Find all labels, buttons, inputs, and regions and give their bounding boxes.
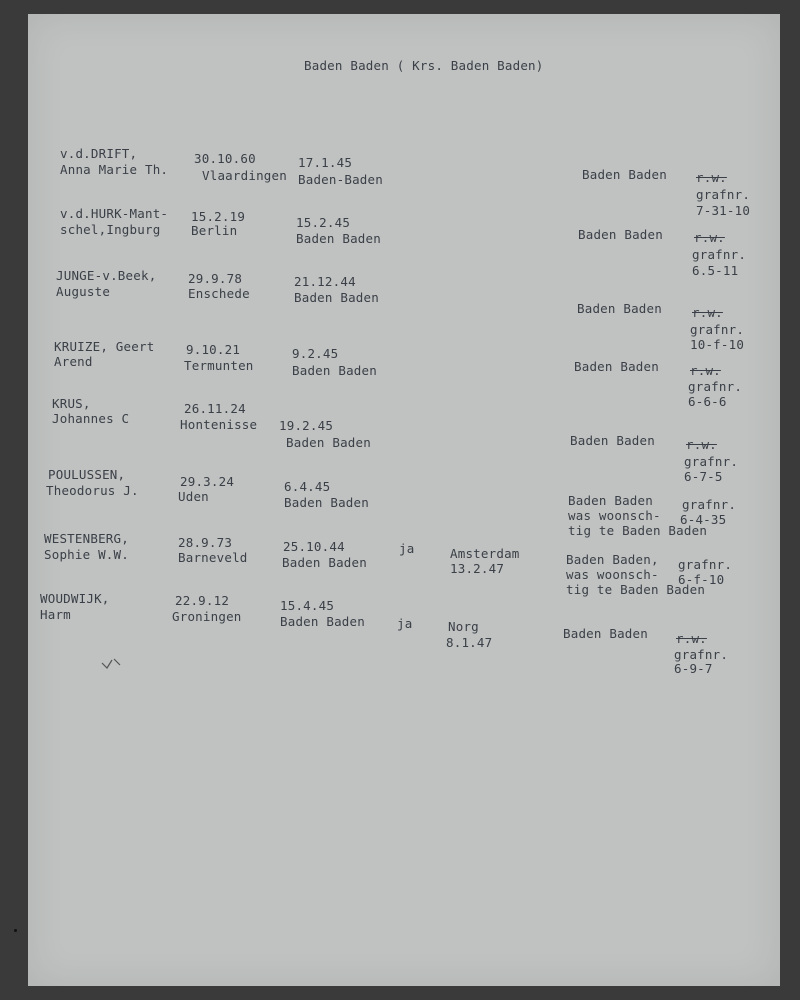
entry-cemetery: Baden Baden [563, 626, 648, 641]
entry-name-line1: POULUSSEN, [48, 467, 126, 482]
entry-grafnr-label: grafnr. [692, 247, 747, 262]
entry-birth-place: Vlaardingen [202, 168, 287, 183]
entry-cemetery: Baden Baden [582, 167, 667, 182]
entry-grafnr: 6-4-35 [680, 512, 727, 527]
entry-death-place: Baden-Baden [298, 172, 383, 187]
entry-grafnr-label: grafnr. [674, 647, 729, 662]
entry-birth-date: 26.11.24 [184, 401, 246, 416]
document-page [28, 14, 780, 986]
entry-cemetery-note-2: tig te Baden Baden [566, 582, 706, 597]
entry-birth-place: Groningen [172, 609, 242, 624]
entry-birth-place: Termunten [184, 358, 254, 373]
entry-death-date: 17.1.45 [298, 155, 353, 170]
entry-name-line1: KRUIZE, Geert [54, 339, 155, 354]
entry-birth-date: 9.10.21 [186, 342, 241, 357]
entry-grafnr-label: grafnr. [684, 454, 739, 469]
entry-name-line1: JUNGE-v.Beek, [56, 268, 157, 283]
entry-death-date: 15.4.45 [280, 598, 335, 613]
entry-birth-place: Enschede [188, 286, 250, 301]
entry-death-date: 19.2.45 [279, 418, 334, 433]
entry-ref-struck: r.w. [676, 631, 707, 646]
entry-name-line1: KRUS, [52, 396, 91, 411]
entry-cemetery: Baden Baden [578, 227, 663, 242]
entry-death-place: Baden Baden [280, 614, 365, 629]
entry-ref-struck: r.w. [692, 305, 723, 320]
entry-name-line1: v.d.HURK-Mant- [60, 206, 169, 221]
entry-birth-date: 29.3.24 [180, 474, 235, 489]
entry-grafnr: 10-f-10 [690, 337, 745, 352]
entry-grafnr-label: grafnr. [688, 379, 743, 394]
entry-cemetery-note: was woonsch- [566, 567, 659, 582]
entry-grafnr-label: grafnr. [690, 322, 745, 337]
entry-ref-struck: r.w. [686, 437, 717, 452]
entry-cemetery: Baden Baden, [566, 552, 659, 567]
entry-birth-date: 15.2.19 [191, 209, 246, 224]
entry-grafnr-label: grafnr. [682, 497, 737, 512]
entry-name-line1: WOUDWIJK, [40, 591, 110, 606]
entry-grafnr: 6-7-5 [684, 469, 723, 484]
entry-name-line2: Auguste [56, 284, 111, 299]
entry-death-date: 9.2.45 [292, 346, 339, 361]
entry-birth-date: 22.9.12 [175, 593, 230, 608]
entry-birth-place: Hontenisse [180, 417, 258, 432]
entry-cemetery-note: was woonsch- [568, 508, 661, 523]
entry-grafnr: 6.5-11 [692, 263, 739, 278]
scan-speck [14, 929, 17, 932]
entry-name-line2: schel,Ingburg [60, 222, 161, 237]
entry-grafnr-label: grafnr. [696, 187, 751, 202]
entry-death-place: Baden Baden [286, 435, 371, 450]
entry-cemetery: Baden Baden [577, 301, 662, 316]
entry-ref-struck: r.w. [694, 230, 725, 245]
entry-ref-struck: r.w. [696, 170, 727, 185]
entry-name-line1: WESTENBERG, [44, 531, 129, 546]
entry-birth-place: Uden [178, 489, 209, 504]
pencil-checkmark-icon [100, 656, 122, 670]
entry-death-place: Baden Baden [292, 363, 377, 378]
entry-grafnr: 7-31-10 [696, 203, 751, 218]
entry-birth-date: 28.9.73 [178, 535, 233, 550]
entry-death-place: Baden Baden [294, 290, 379, 305]
entry-name-line2: Johannes C [52, 411, 130, 426]
entry-death-place: Baden Baden [284, 495, 369, 510]
entry-ref-struck: r.w. [690, 363, 721, 378]
entry-name-line2: Arend [54, 354, 93, 369]
entry-cemetery-note-2: tig te Baden Baden [568, 523, 708, 538]
entry-ja: ja [397, 616, 413, 631]
entry-reburial-place: Norg [448, 619, 479, 634]
entry-grafnr: 6-9-7 [674, 661, 713, 676]
entry-grafnr: 6-f-10 [678, 572, 725, 587]
entry-name-line2: Theodorus J. [46, 483, 139, 498]
entry-name-line1: v.d.DRIFT, [60, 146, 138, 161]
entry-birth-place: Berlin [191, 223, 238, 238]
entry-reburial-date: 8.1.47 [446, 635, 493, 650]
entry-birth-date: 29.9.78 [188, 271, 243, 286]
entry-cemetery: Baden Baden [574, 359, 659, 374]
entry-death-place: Baden Baden [282, 555, 367, 570]
entry-name-line2: Anna Marie Th. [60, 162, 169, 177]
entry-birth-date: 30.10.60 [194, 151, 256, 166]
entry-name-line2: Sophie W.W. [44, 547, 129, 562]
entry-death-date: 25.10.44 [283, 539, 345, 554]
entry-death-date: 6.4.45 [284, 479, 331, 494]
entry-cemetery: Baden Baden [568, 493, 653, 508]
entry-reburial-place: Amsterdam [450, 546, 520, 561]
page-title: Baden Baden ( Krs. Baden Baden) [304, 58, 544, 73]
entry-birth-place: Barneveld [178, 550, 248, 565]
entry-death-date: 21.12.44 [294, 274, 356, 289]
entry-ja: ja [399, 541, 415, 556]
entry-reburial-date: 13.2.47 [450, 561, 505, 576]
entry-cemetery: Baden Baden [570, 433, 655, 448]
entry-grafnr-label: grafnr. [678, 557, 733, 572]
entry-death-date: 15.2.45 [296, 215, 351, 230]
entry-grafnr: 6-6-6 [688, 394, 727, 409]
entry-name-line2: Harm [40, 607, 71, 622]
entry-death-place: Baden Baden [296, 231, 381, 246]
